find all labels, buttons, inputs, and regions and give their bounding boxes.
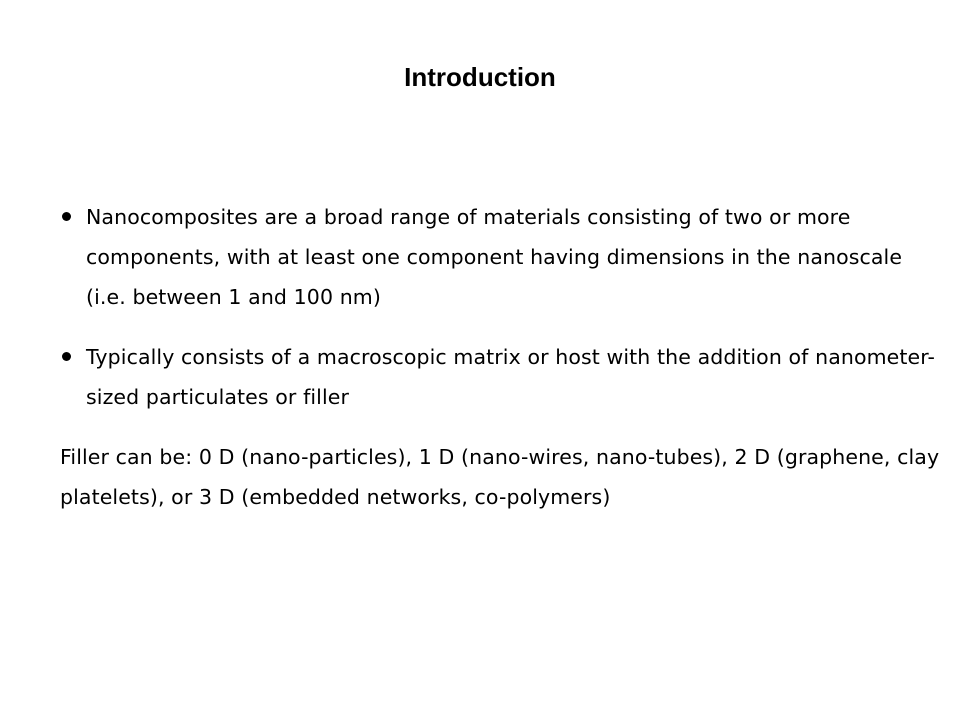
bullet-text: Typically consists of a macroscopic matrix or host with the addition of nanometer-sized particulates or filler <box>86 345 935 409</box>
bullet-text: Nanocomposites are a broad range of materials consisting of two or more components, with at least one component having dimensions in the nanoscale (i.e. between 1 and 100 nm) <box>86 205 903 309</box>
bullet-item <box>60 337 940 417</box>
bullet-dot-icon <box>62 352 71 361</box>
slide-content <box>60 197 940 517</box>
slide-title: Introduction <box>404 62 556 92</box>
bullet-item <box>60 197 940 317</box>
filler-paragraph: Filler can be: 0 D (nano-particles), 1 D (nano-wires, nano-tubes), 2 D (graphene, clay platelets), or 3 D (embedded networks, co-polymers) <box>60 445 940 509</box>
bullet-list <box>60 197 940 417</box>
bullet-dot-icon <box>62 212 71 221</box>
